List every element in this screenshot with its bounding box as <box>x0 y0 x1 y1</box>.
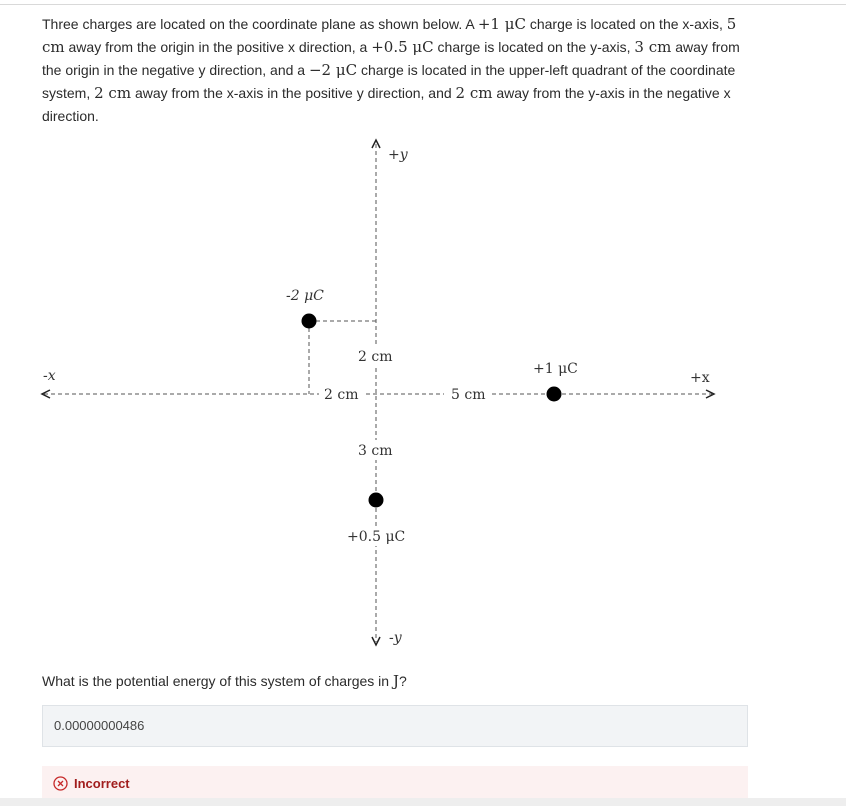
charge-neg2 <box>302 314 317 329</box>
question-text: What is the potential energy of this system of charges in J? <box>42 672 407 690</box>
neg-x-label: -x <box>43 368 56 384</box>
incorrect-x-icon <box>53 776 68 791</box>
charge-pos1 <box>547 387 562 402</box>
answer-value: 0.00000000486 <box>54 718 145 733</box>
distance-right-label: 5 cm <box>451 387 486 403</box>
distance-down-label: 3 cm <box>358 443 393 459</box>
answer-input[interactable] <box>42 705 748 747</box>
pos-x-label: +x <box>690 370 710 386</box>
pos-y-label: +y <box>388 147 408 163</box>
bottom-bar <box>0 798 846 806</box>
distance-left-label: 2 cm <box>324 387 359 403</box>
neg-y-label: -y <box>389 630 402 646</box>
charge-pos05-label: +0.5 μC <box>347 529 406 545</box>
charge-neg2-label: -2 μC <box>286 288 324 304</box>
distance-up-label: 2 cm <box>358 349 393 365</box>
problem-statement: Three charges are located on the coordinate plane as shown below. A +1 μC charge is located on the x-axis, 5 cm away from the origin in the positive x direction, a +0.5 μC charge is located on the y-axis, 3 cm away from the origin in the negative y direction, and a −2 μC charge is located in the upper-left quadrant of the coordinate system, 2 cm away from the x-axis in the positive y direction, and 2 cm away from the y-axis in the negative x direction. <box>42 15 740 124</box>
status-label: Incorrect <box>74 776 130 791</box>
charge-pos05 <box>369 493 384 508</box>
charge-pos1-label: +1 μC <box>533 361 578 377</box>
